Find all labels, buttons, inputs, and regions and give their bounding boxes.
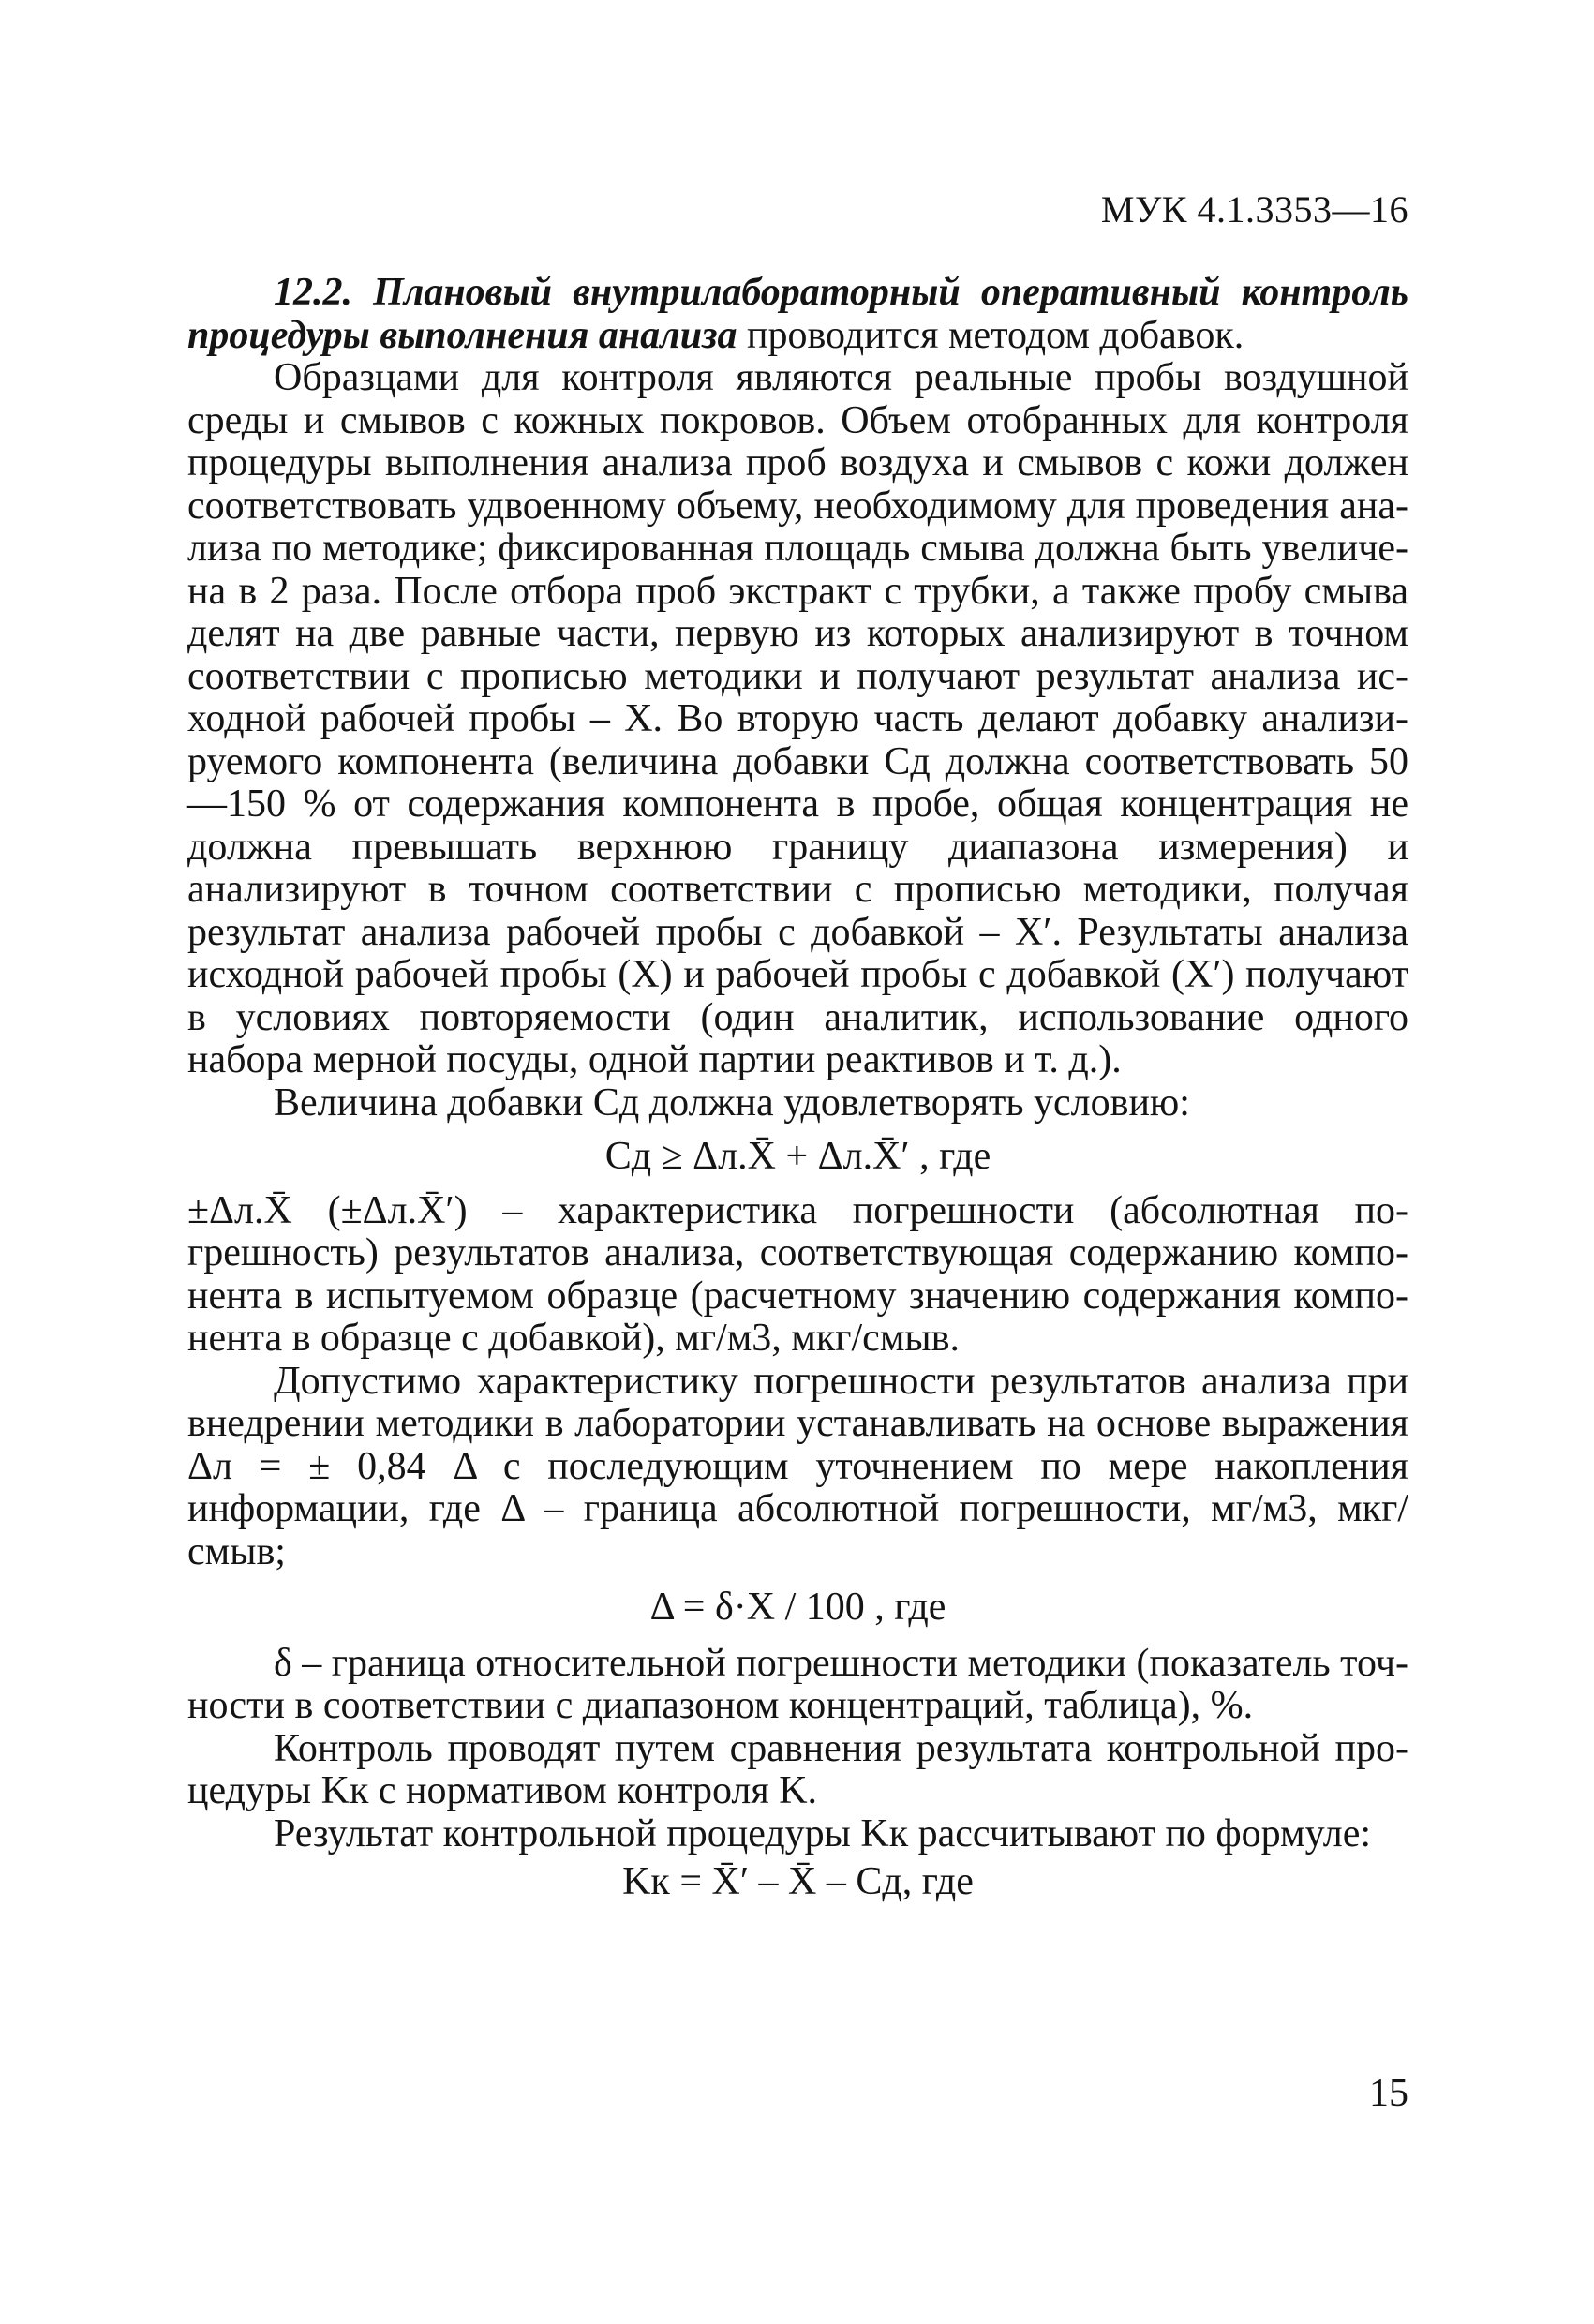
paragraph-control-samples: Образцами для контроля являются реальные пробы воздушной среды и смывов с кожных покровов. Объем отобранных для контроля процедуры выполнения анализа проб воздуха и смывов с кожи должен соответствовать удвоенному объему, необходимому для проведения анализа по методике; фиксированная площадь смыва должна быть увеличена в 2 раза. После отбора проб экстракт с трубки, а также пробу смыва делят на две равные части, первую из которых анализируют в точном соответствии с прописью методики и получают результат анализа исходной рабочей пробы – X. Во вторую часть делают добавку анализируемого компонента (величина добавки Cд должна соответствовать 50—150 % от содержания компонента в пробе, общая концентрация не должна превышать верхнюю границу диапазона измерения) и анализируют в точном соответствии с прописью методики, получая результат анализа рабочей пробы с добавкой – X′. Результаты анализа исходной рабочей пробы (X) и рабочей пробы с добавкой (X′) получают в условиях повторяемости (один аналитик, использование одного набора мерной посуды, одной партии реактивов и т. д.). xyxy=(187,356,1408,1081)
paragraph-error-characteristic: ±Δл.X̄ (±Δл.X̄′) – характеристика погрешности (абсолютная погрешность) результатов анализа, соответствующая содержанию компонента в испытуемом образце (расчетному значению содержания компонента в образце с добавкой), мг/м3, мкг/смыв. xyxy=(187,1188,1408,1360)
formula-additive-condition: Cд ≥ Δл.X̄ + Δл.X̄′ , где xyxy=(604,1135,991,1178)
formula-absolute-error: Δ = δ·X / 100 , где xyxy=(649,1586,946,1629)
section-title: 12.2. Плановый внутрилабораторный оперативный контроль процедуры выполнения анализа xyxy=(187,271,1408,357)
paragraph-control-comparison: Контроль проводят путем сравнения результата контрольной процедуры Kк с нормативом контроля K. xyxy=(187,1726,1408,1812)
document-code-header: МУК 4.1.3353—16 xyxy=(1100,188,1408,231)
page-body xyxy=(187,272,1408,1904)
page-number: 15 xyxy=(1369,2072,1408,2115)
formula-control-result: Kк = X̄′ – X̄ – Cд, где xyxy=(622,1860,974,1903)
paragraph-additive-condition: Величина добавки Cд должна удовлетворять условию: xyxy=(274,1080,1190,1125)
paragraph-permissible-error: Допустимо характеристику погрешности результатов анализа при внедрении методики в лаборатории устанавливать на основе выражения Δл = ± 0,84 Δ с последующим уточнением по мере накопления информации, где Δ – граница абсолютной погрешности, мг/м3, мкг/смыв; xyxy=(187,1359,1408,1573)
section-intro-rest: проводится методом добавок. xyxy=(746,313,1244,357)
paragraph-control-result: Результат контрольной процедуры Kк рассчитывают по формуле: xyxy=(274,1811,1372,1855)
paragraph-relative-error: δ – граница относительной погрешности методики (показатель точности в соответствии с диапазоном концентраций, таблица), %. xyxy=(187,1641,1408,1727)
section-heading-paragraph xyxy=(187,272,1408,357)
